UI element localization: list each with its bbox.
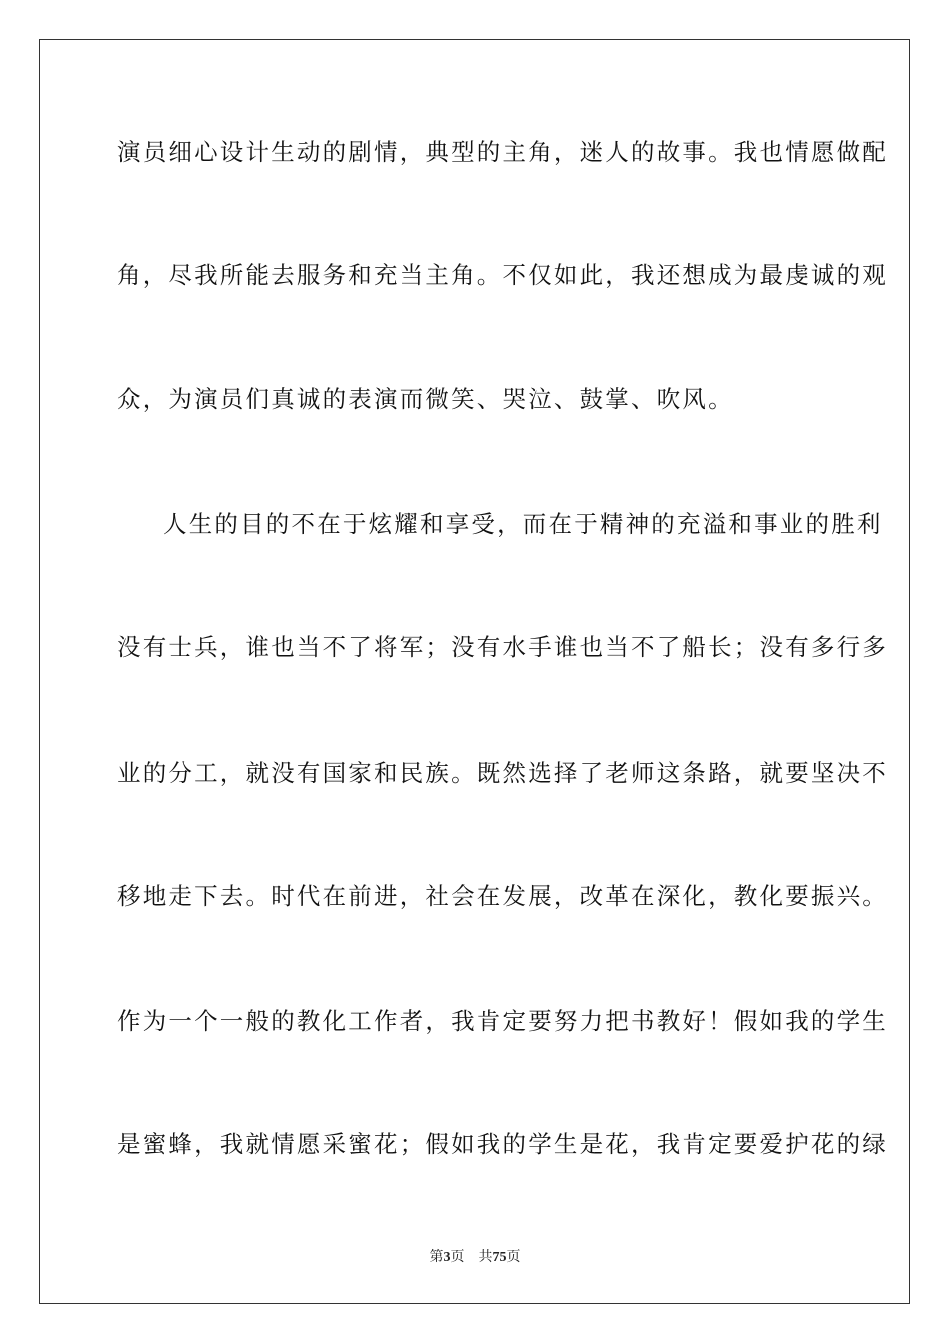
text-line-1: 演员细心设计生动的剧情，典型的主角，迷人的故事。我也情愿做配 — [117, 138, 888, 166]
text-line-6: 业的分工，就没有国家和民族。既然选择了老师这条路，就要坚决不 — [117, 759, 888, 787]
text-line-9: 是蜜蜂，我就情愿采蜜花；假如我的学生是花，我肯定要爱护花的绿 — [117, 1130, 888, 1158]
page-label: 第3页 — [429, 1249, 465, 1265]
text-line-5: 没有士兵，谁也当不了将军；没有水手谁也当不了船长；没有多行多 — [117, 633, 888, 661]
text-line-3: 众，为演员们真诚的表演而微笑、哭泣、鼓掌、吹风。 — [117, 385, 734, 413]
page-footer — [0, 1248, 950, 1267]
text-line-7: 移地走下去。时代在前进，社会在发展，改革在深化，教化要振兴。 — [117, 882, 888, 910]
total-pages: 75 — [492, 1250, 507, 1265]
text-line-4-paragraph-start: 人生的目的不在于炫耀和享受，而在于精神的充溢和事业的胜利 — [163, 510, 883, 538]
text-line-2: 角，尽我所能去服务和充当主角。不仅如此，我还想成为最虔诚的观 — [117, 261, 888, 289]
text-line-8: 作为一个一般的教化工作者，我肯定要努力把书教好！假如我的学生 — [117, 1007, 888, 1035]
page-number: 3 — [443, 1250, 451, 1265]
page-border — [39, 39, 910, 1304]
total-pages-label: 共75页 — [478, 1249, 521, 1265]
